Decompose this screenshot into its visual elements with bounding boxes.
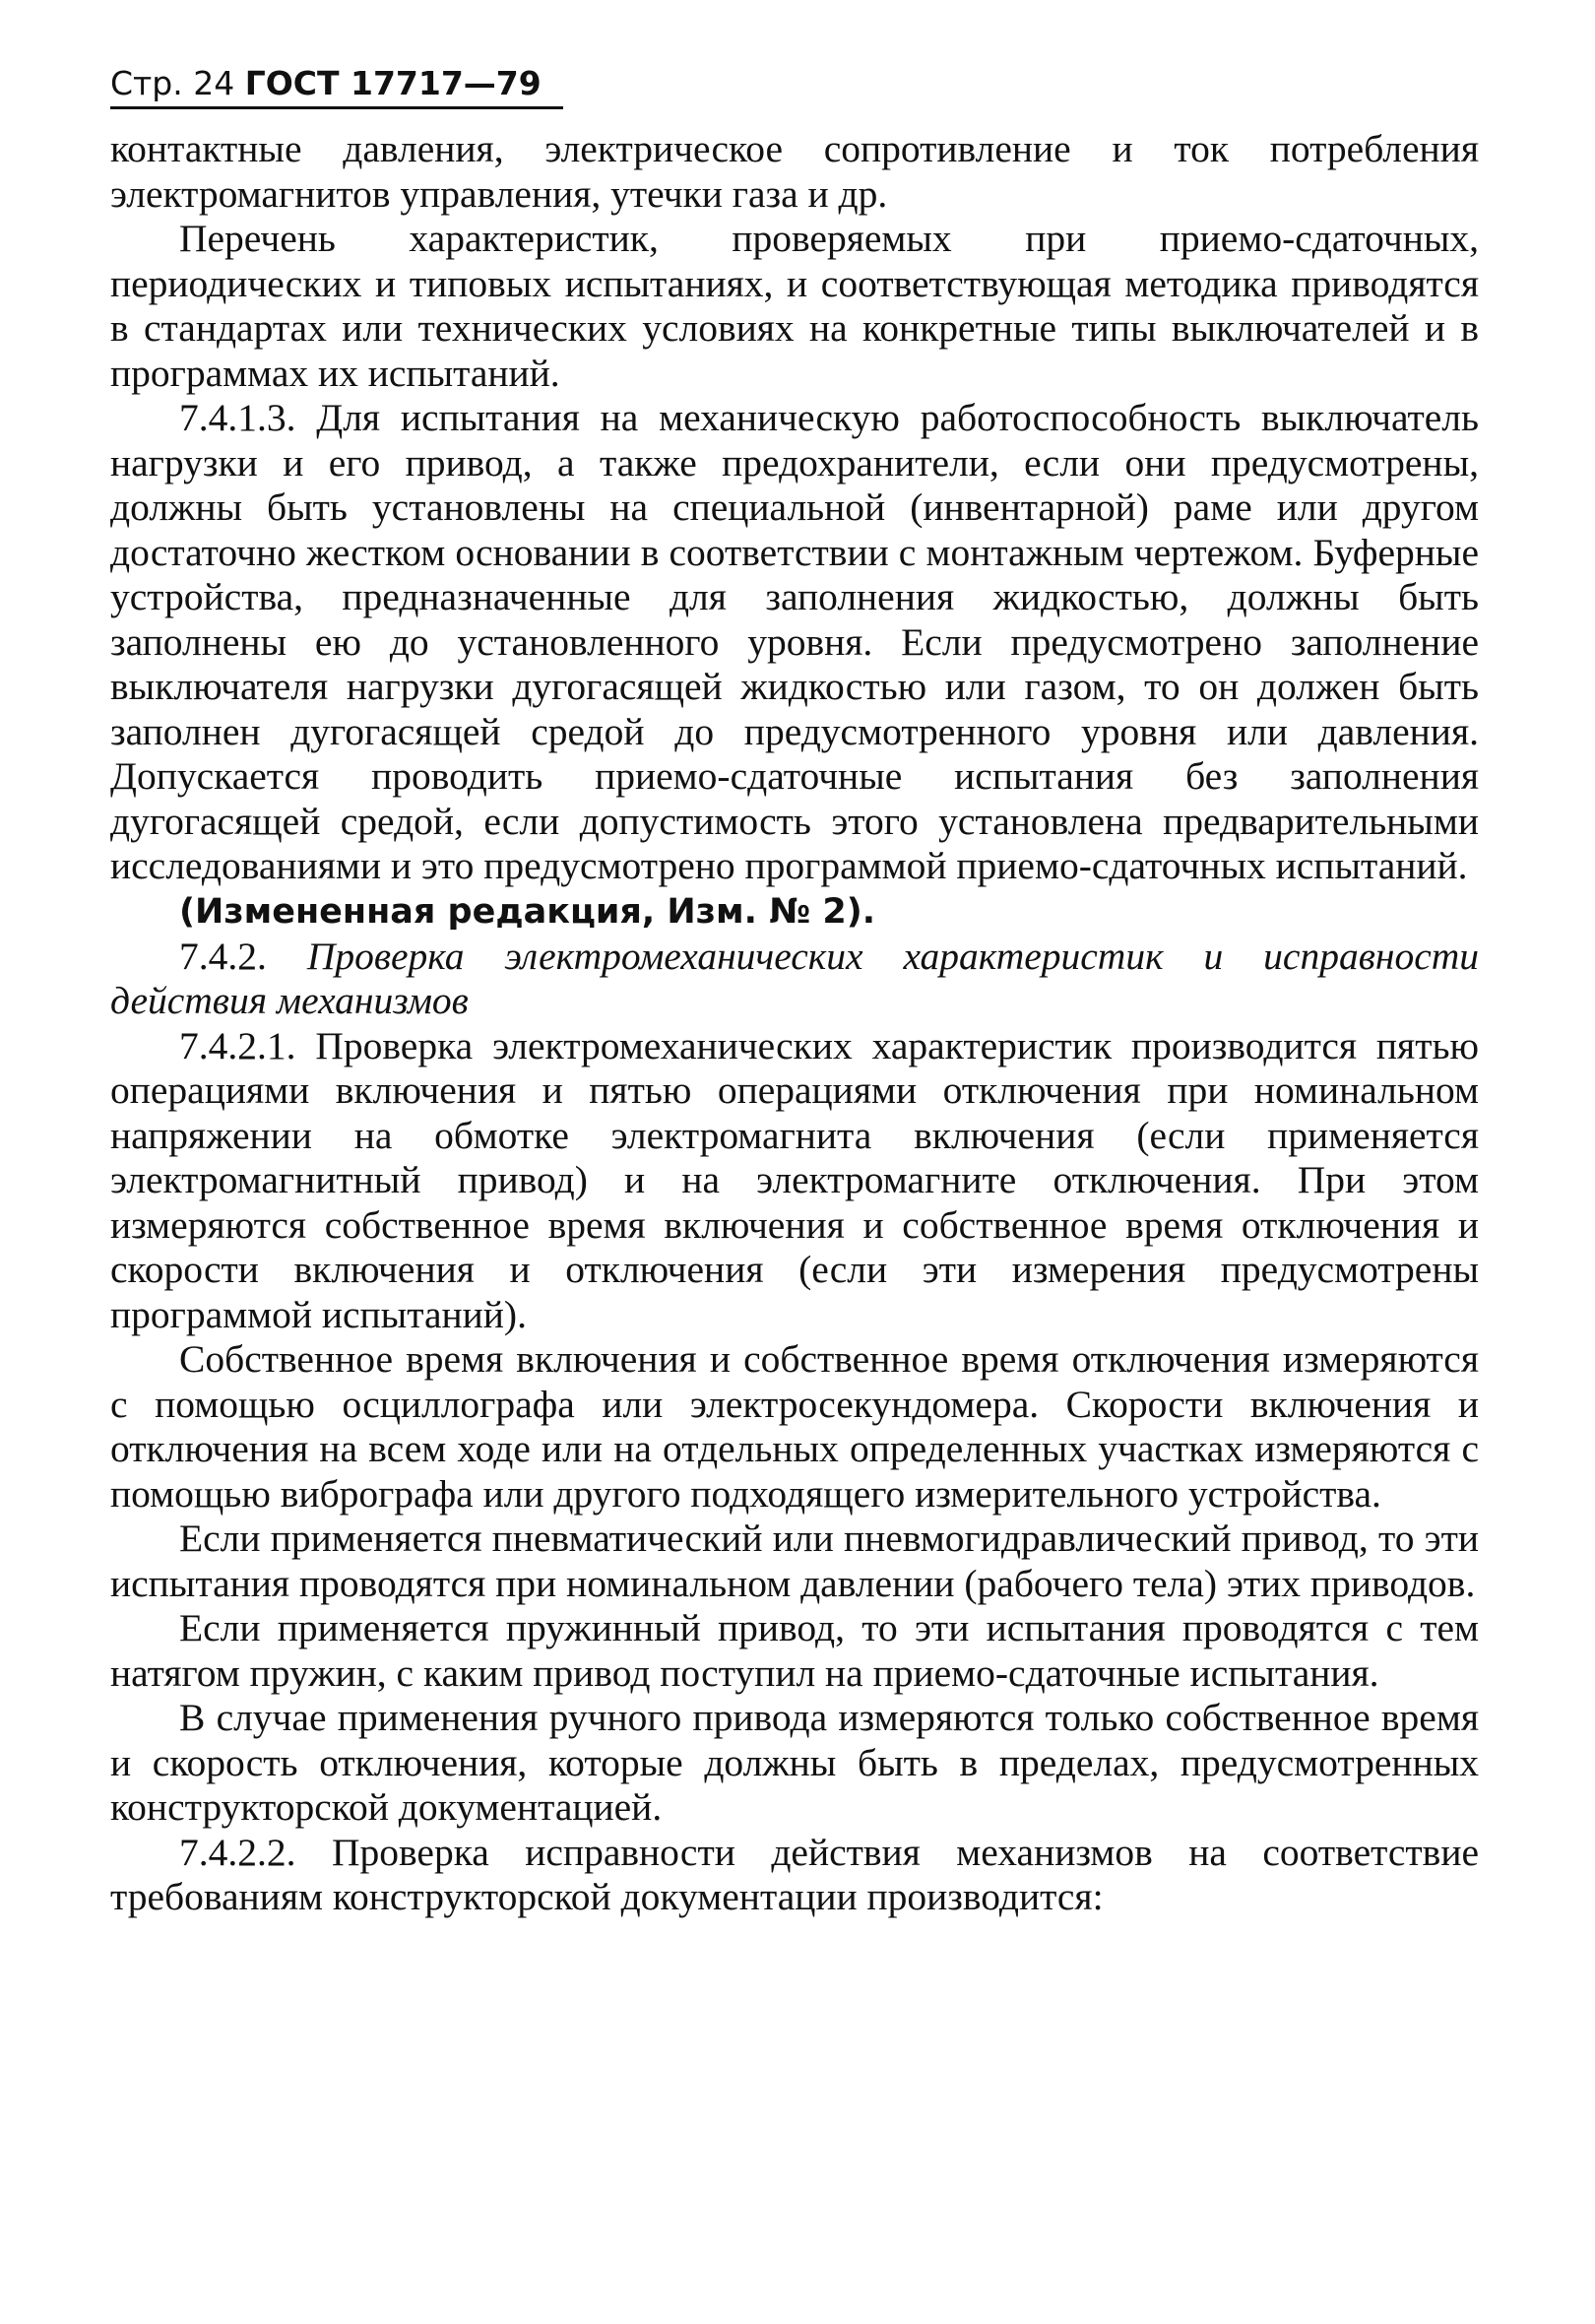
section-number: 7.4.2. — [179, 934, 267, 978]
paragraph-7-4-2-1: 7.4.2.1. Проверка электромеханических характеристик производится пятью операциями включения и пятью операциями отключения при номинальном напряжении на обмотке электромагнита включения (если применяется электромагнитный привод) и на электромагните отключения. При этом измеряются собственное время включения и собственное время отключения и скорости включения и отключения (если эти измерения предусмотрены программой испытаний). — [110, 1023, 1479, 1336]
standard-number: ГОСТ 17717—79 — [244, 64, 542, 102]
paragraph-pneumatic-drive: Если применяется пневматический или пневмогидравлический привод, то эти испытания проводятся при номинальном давлении (рабочего тела) этих приводов. — [110, 1517, 1479, 1605]
paragraph-manual-drive: В случае применения ручного привода измеряются только собственное время и скорость отключения, которые должны быть в пределах, предусмотренных конструкторской документацией. — [110, 1696, 1479, 1829]
document-page — [110, 61, 1479, 1920]
paragraph-7-4-2-2: 7.4.2.2. Проверка исправности действия механизмов на соответствие требованиям конструкторской документации производится: — [110, 1830, 1479, 1918]
amendment-note: (Измененная редакция, Изм. № 2). — [179, 891, 876, 932]
paragraph-continuation: контактные давления, электрическое сопротивлениe и ток потребления электромагнитов управления, утечки газа и др. — [110, 127, 1479, 216]
paragraph-time-measurement: Собственное время включения и собственное время отключения измеряются с помощью осциллографа или электросекундомера. Скорости включения и отключения на всем ходе или на отдельных определенных участках измеряются с помощью вибрографа или другого подходящего измерительного устройства. — [110, 1337, 1479, 1516]
paragraph-spring-drive: Если применяется пружинный привод, то эти испытания проводятся с тем натягом пружин, с каким привод поступил на приемо-сдаточные испытания. — [110, 1606, 1479, 1695]
paragraph-characteristics-list: Перечень характеристик, проверяемых при приемо-сдаточных, периодических и типовых испытаниях, и соответствующая методика приводятся в стандартах или технических условиях на конкретные типы выключателей и в программах их испытаний. — [110, 217, 1479, 395]
body-text — [110, 127, 1479, 1920]
section-7-4-2-heading — [110, 935, 1479, 1024]
page-header — [110, 61, 563, 109]
section-title: Проверка электромеханических характеристик и исправности действия механизмов — [110, 934, 1479, 1022]
page-number: Стр. 24 — [110, 64, 235, 102]
paragraph-7-4-1-3: 7.4.1.3. Для испытания на механическую работоспособность выключатель нагрузки и его привод, а также предохранители, если они предусмотрены, должны быть установлены на специальной (инвентарной) раме или другом достаточно жестком основании в соответствии с монтажным чертежом. Буферные устройства, предназначенные для заполнения жидкостью, должны быть заполнены ею до установленного уровня. Если предусмотрено заполнение выключателя нагрузки дугогасящей жидкостью или газом, то он должен быть заполнен дугогасящей средой до предусмотренного уровня или давления. Допускается проводить приемо-сдаточные испытания без заполнения дугогасящей средой, если допустимость этого установлена предварительными исследованиями и это предусмотрено программой приемо-сдаточных испытаний. — [110, 396, 1479, 887]
